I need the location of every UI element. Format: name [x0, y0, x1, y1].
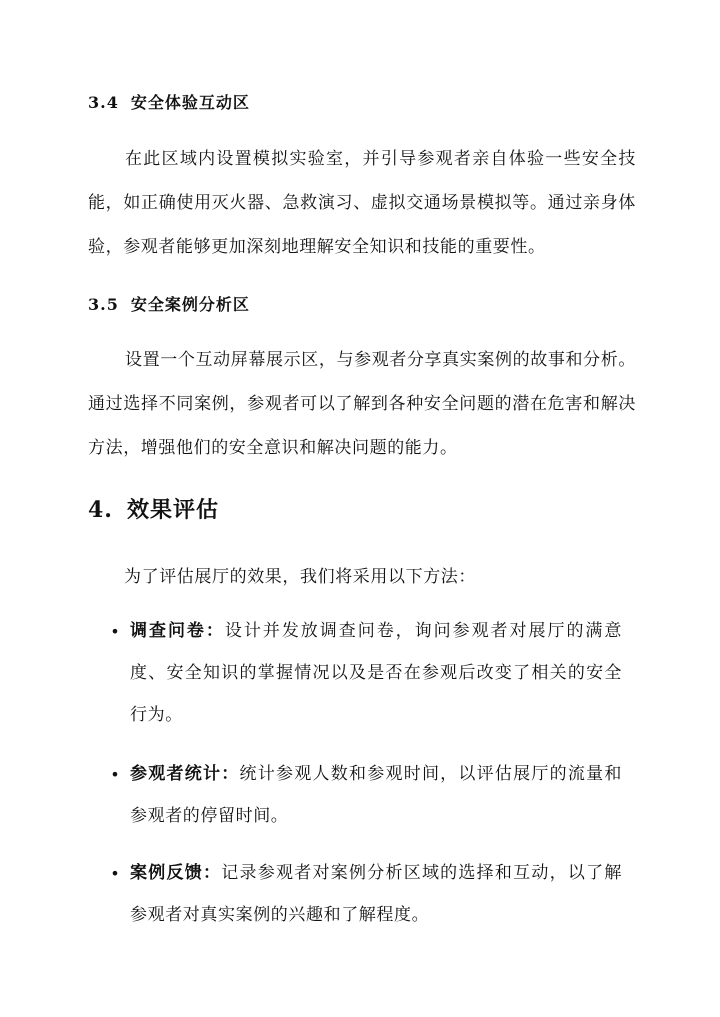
section-number: 4. [88, 497, 113, 523]
section-title: 效果评估 [126, 497, 219, 523]
bullet-marker: • [110, 622, 120, 641]
section-number: 3.5 [88, 295, 119, 314]
bullet-marker: • [110, 864, 120, 883]
list-item [130, 610, 622, 736]
section-heading-3-4 [88, 90, 250, 113]
list-item-term: 案例反馈： [130, 863, 222, 883]
list-item [130, 753, 622, 837]
section-3-5-paragraph: 设置一个互动屏幕展示区，与参观者分享真实案例的故事和分析。通过选择不同案例，参观者可以了解到各种安全问题的潜在危害和解决方法，增强他们的安全意识和解决问题的能力。 [88, 350, 636, 458]
section-heading-3-5 [88, 292, 250, 315]
bullet-marker: • [110, 765, 120, 784]
section-heading-4 [88, 493, 219, 524]
list-item-text: 统计参观人数和参观时间，以评估展厅的流量和参观者的停留时间。 [130, 764, 622, 826]
section-4-intro: 为了评估展厅的效果，我们将采用以下方法： [124, 567, 476, 587]
list-item-term: 调查问卷： [130, 621, 225, 641]
list-item-text: 记录参观者对案例分析区域的选择和互动，以了解参观者对真实案例的兴趣和了解程度。 [130, 863, 622, 925]
list-item-text: 设计并发放调查问卷，询问参观者对展厅的满意度、安全知识的掌握情况以及是否在参观后改变了相关的安全行为。 [130, 621, 623, 725]
list-item [130, 852, 622, 936]
list-item-term: 参观者统计： [130, 764, 240, 784]
section-title: 安全案例分析区 [130, 295, 250, 314]
section-title: 安全体验互动区 [130, 93, 250, 112]
section-3-4-paragraph: 在此区域内设置模拟实验室，并引导参观者亲自体验一些安全技能，如正确使用灭火器、急救演习、虚拟交通场景模拟等。通过亲身体验，参观者能够更加深刻地理解安全知识和技能的重要性。 [88, 149, 636, 257]
section-number: 3.4 [88, 93, 119, 112]
